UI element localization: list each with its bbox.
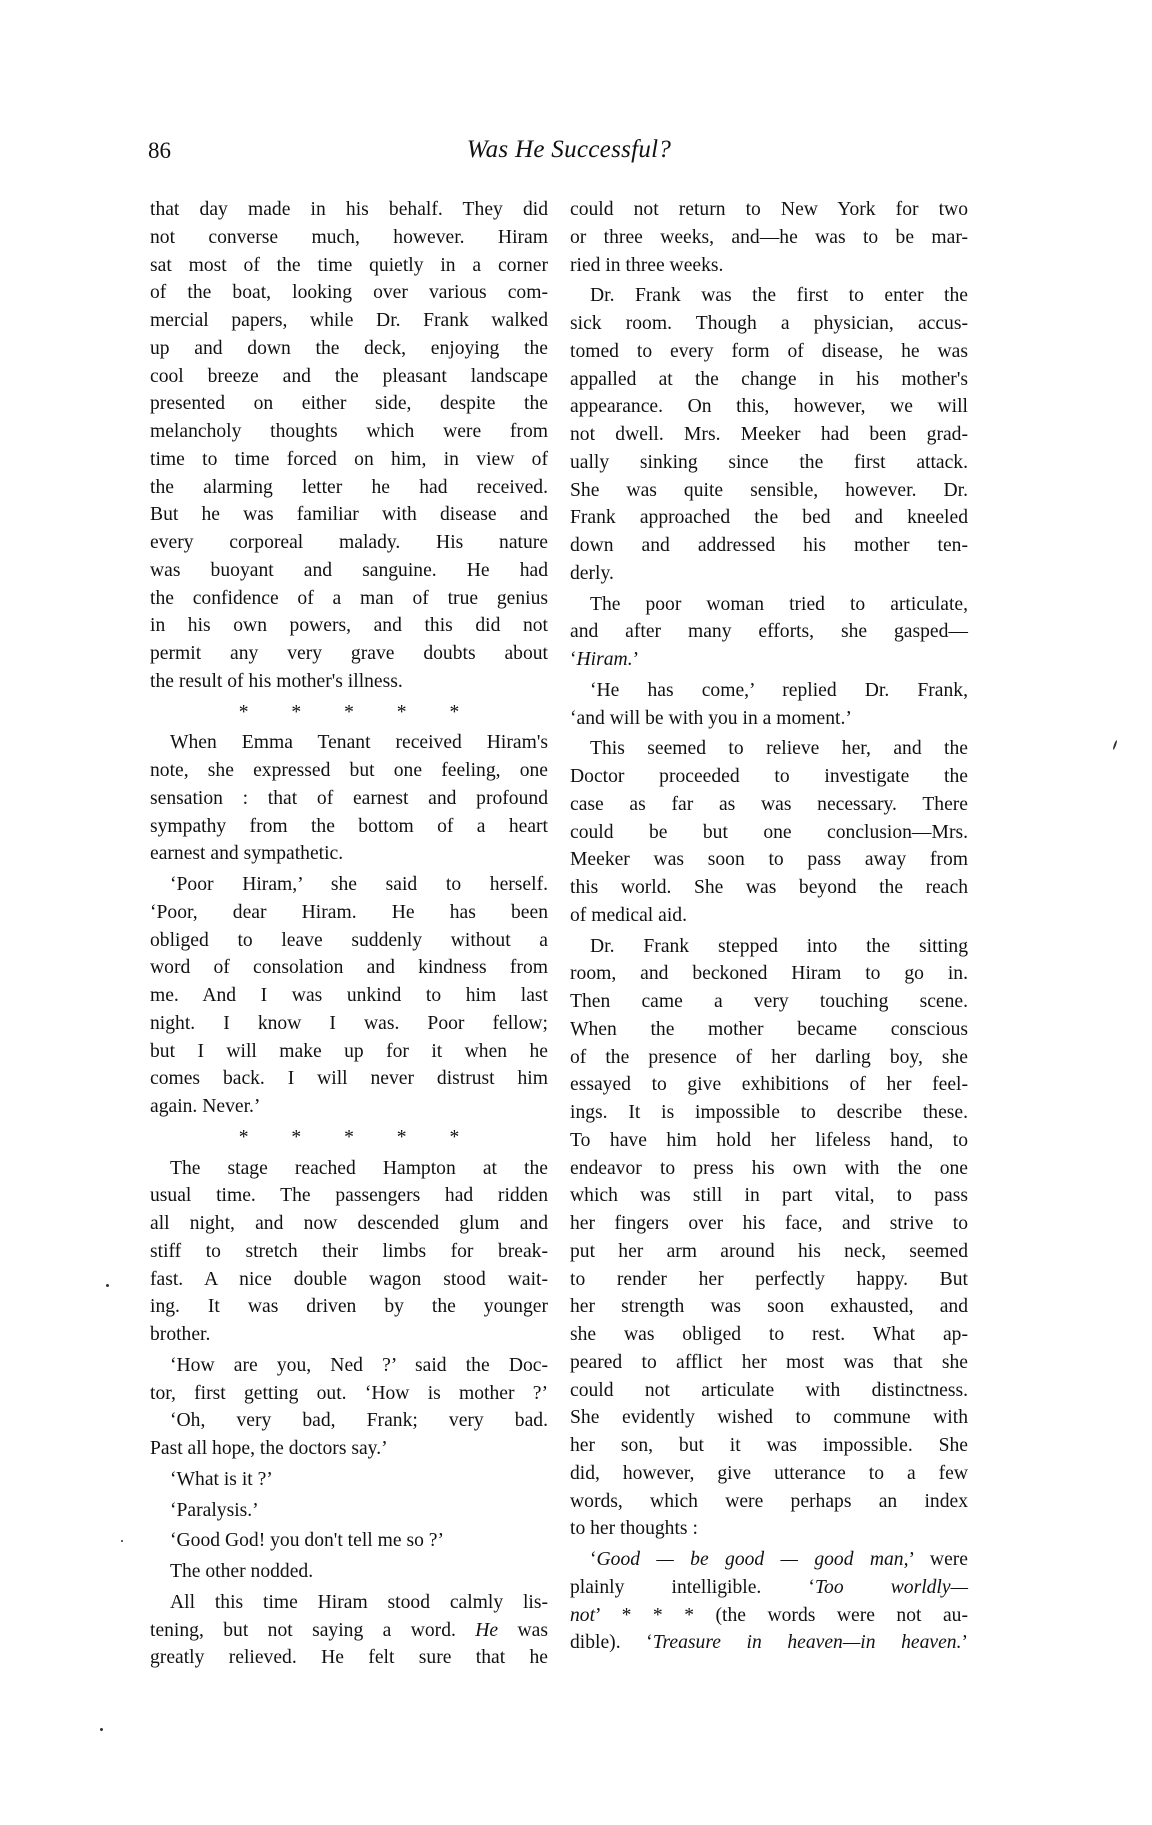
text-line: The stage reached Hampton at the [170,1157,548,1179]
text-line: Meeker was soon to pass away from [570,849,968,871]
text-line: Dr. Frank stepped into the sitting [590,935,968,957]
text-line: was buoyant and sanguine. He had [150,559,548,581]
text-line: appearance. On this, however, we will [570,396,968,418]
text-line: her son, but it was impossible. She [570,1435,968,1456]
text-line: up and down the deck, enjoying the [150,337,548,359]
text-line: in his own powers, and this did not [150,615,548,637]
text-line: this world. She was beyond the reach [570,877,968,898]
text-line: not’ * * * (the words were not au- [570,1604,968,1626]
text-line: ing. It was driven by the younger [150,1296,548,1318]
text-line: essayed to give exhibitions of her feel- [570,1074,968,1096]
text-line: sympathy from the bottom of a heart [150,815,548,837]
text-line: endeavor to press his own with the one [570,1157,968,1179]
text-line: The poor woman tried to articulate, [590,593,968,615]
text-line: comes back. I will never distrust him [150,1068,548,1090]
text-line: earnest and sympathetic. [150,843,344,865]
text-line: ‘Good — be good — good man,’ were [590,1549,968,1570]
text-line: down and addressed his mother ten- [570,535,968,556]
text-line: again. Never.’ [150,1096,261,1117]
scan-speck [100,1728,103,1731]
text-line: not converse much, however. Hiram [150,226,548,248]
italic-text: Too worldly— [814,1576,968,1598]
text-line: that day made in his behalf. They did [150,199,548,220]
text-line: the confidence of a man of true genius [150,587,548,609]
text-line: all night, and now descended glum and [150,1213,548,1234]
scan-speck [121,1540,123,1542]
text-line: every corporeal malady. His nature [150,532,548,553]
page-number: 86 [148,138,171,163]
text-line: When the mother became conscious [570,1018,968,1040]
text-line: peared to afflict her most was that she [570,1351,968,1373]
text-line: word of consolation and kindness from [150,957,548,979]
text-line: presented on either side, despite the [150,393,548,415]
text-line: This seemed to relieve her, and the [590,738,968,760]
text-line: tomed to every form of disease, he was [570,340,968,362]
text-line: sensation : that of earnest and profound [150,787,548,809]
text-line: Then came a very touching scene. [570,991,968,1012]
section-break: * * * * * [238,1126,460,1148]
text-line: tor, first getting out. ‘How is mother ?’ [150,1382,548,1404]
italic-text: Treasure in heaven—in heaven. [652,1632,962,1654]
text-line: note, she expressed but one feeling, one [150,760,548,781]
text-line: me. And I was unkind to him last [150,985,548,1006]
text-line: could not articulate with distinctness. [570,1379,968,1401]
scan-speck [106,1284,109,1287]
text-line: dible). ‘Treasure in heaven—in heaven.’ [570,1632,968,1654]
text-line: Doctor proceeded to investigate the [570,766,968,787]
text-line: greatly relieved. He felt sure that he [150,1647,548,1669]
text-line: not dwell. Mrs. Meeker had been grad- [570,424,968,445]
text-line: time to time forced on him, in view of [150,448,548,470]
left-text-column [150,196,548,1672]
text-line: obliged to leave suddenly without a [150,929,548,951]
section-break: * * * * * [238,701,460,723]
running-title: Was He Successful? [466,136,672,163]
text-line: but I will make up for it when he [150,1040,548,1062]
italic-text: Good — be good — good man, [596,1549,909,1570]
text-line: sat most of the time quietly in a corner [150,254,548,276]
text-line: her strength was soon exhausted, and [570,1296,968,1318]
text-line: to her thoughts : [570,1518,698,1540]
text-line: Dr. Frank was the first to enter the [590,285,968,307]
text-line: All this time Hiram stood calmly lis- [170,1591,548,1613]
text-line: could not return to New York for two [570,199,968,220]
text-line: the result of his mother's illness. [150,670,403,692]
text-line: melancholy thoughts which were from [150,421,548,442]
text-line: The other nodded. [170,1561,314,1582]
right-text-column [570,196,968,1657]
scan-speck [1112,740,1117,750]
text-line: She was quite sensible, however. Dr. [570,479,968,501]
italic-text: He [475,1619,499,1641]
text-line: To have him hold her lifeless hand, to [570,1129,968,1151]
text-line: to render her perfectly happy. But [570,1268,968,1290]
text-line: ‘Paralysis.’ [170,1499,259,1521]
text-line: or three weeks, and—he was to be mar- [570,226,968,248]
text-line: She evidently wished to commune with [570,1407,968,1429]
text-line: of medical aid. [570,904,687,926]
text-line: ‘He has come,’ replied Dr. Frank, [590,679,968,701]
text-line: When Emma Tenant received Hiram's [170,732,548,754]
text-line: ‘Oh, very bad, Frank; very bad. [170,1410,548,1432]
text-line: ually sinking since the first attack. [570,451,968,473]
text-line: could be but one conclusion—Mrs. [570,821,968,843]
text-line: Frank approached the bed and kneeled [570,507,968,529]
text-line: ‘What is it ?’ [170,1468,273,1490]
text-line: mercial papers, while Dr. Frank walked [150,310,548,331]
text-line: ‘Poor, dear Hiram. He has been [150,901,548,923]
text-line: usual time. The passengers had ridden [150,1185,548,1207]
text-line: night. I know I was. Poor fellow; [150,1012,548,1034]
text-line: ‘Good God! you don't tell me so ?’ [170,1530,444,1552]
text-line: But he was familiar with disease and [150,504,548,526]
text-line: ings. It is impossible to describe these. [570,1102,968,1123]
text-line: she was obliged to rest. What ap- [570,1324,968,1345]
text-line: did, however, give utterance to a few [570,1462,968,1484]
text-line: ‘Poor Hiram,’ she said to herself. [170,874,548,895]
text-line: plainly intelligible. ‘Too worldly— [570,1576,968,1598]
text-line: her fingers over his face, and strive to [570,1213,968,1234]
text-line: put her arm around his neck, seemed [570,1240,968,1262]
text-line: Past all hope, the doctors say.’ [150,1438,388,1459]
text-line: words, which were perhaps an index [570,1490,968,1512]
text-line: room, and beckoned Hiram to go in. [570,963,968,985]
text-line: the alarming letter he had received. [150,476,548,498]
text-line: ‘and will be with you in a moment.’ [570,707,852,729]
running-header [148,138,970,174]
text-line: cool breeze and the pleasant landscape [150,365,548,387]
text-line: ‘Hiram.’ [570,649,640,670]
italic-text: not [570,1604,596,1626]
text-line: permit any very grave doubts about [150,643,548,664]
text-line: and after many efforts, she gasped— [570,621,968,643]
text-line: sick room. Though a physician, accus- [570,313,968,334]
text-line: of the presence of her darling boy, she [570,1046,968,1068]
text-line: of the boat, looking over various com- [150,282,548,304]
text-line: ried in three weeks. [570,254,724,276]
text-line: derly. [570,562,614,584]
text-line: case as far as was necessary. There [570,793,968,815]
text-line: stiff to stretch their limbs for break- [150,1240,548,1262]
text-line: ‘How are you, Ned ?’ said the Doc- [170,1354,548,1376]
text-line: which was still in part vital, to pass [570,1185,968,1207]
text-line: appalled at the change in his mother's [570,368,968,390]
italic-text: Hiram. [576,649,633,670]
text-line: brother. [150,1324,211,1345]
text-line: fast. A nice double wagon stood wait- [150,1268,548,1290]
text-line: tening, but not saying a word. He was [150,1619,548,1641]
